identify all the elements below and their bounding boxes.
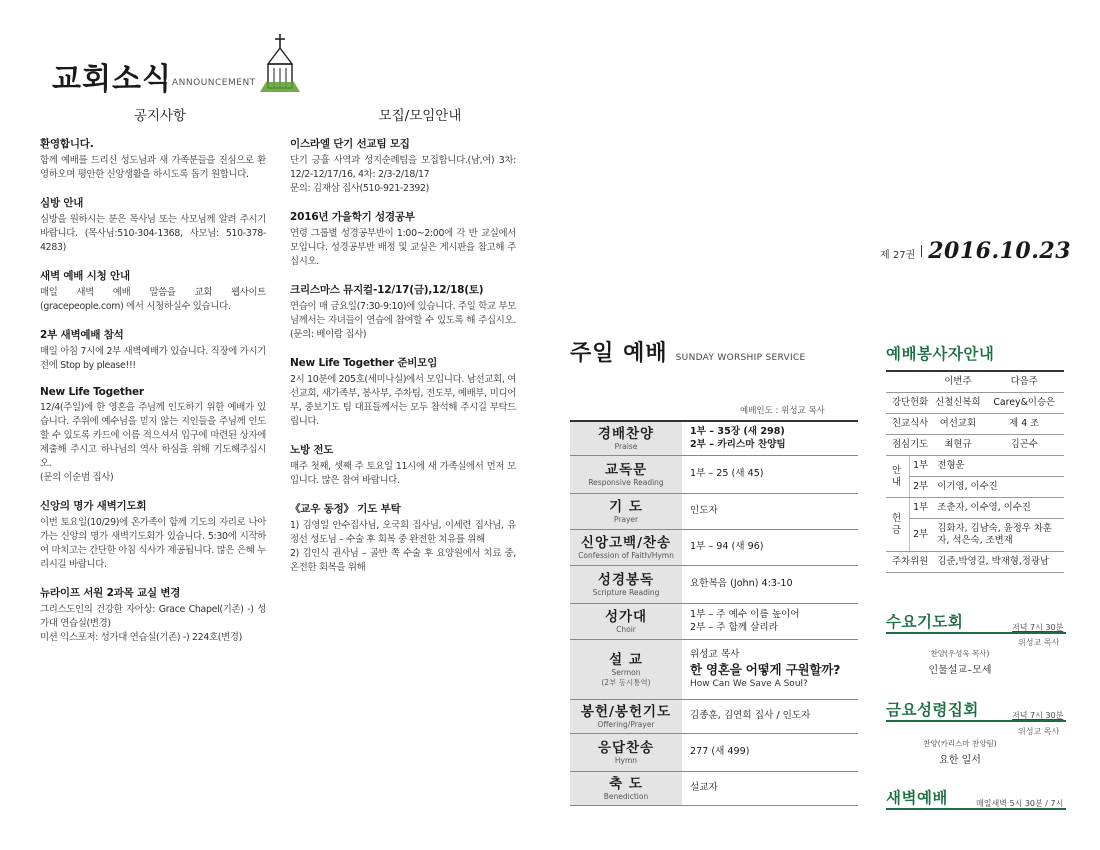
worship-detail-line: 김종훈, 김연희 집사 / 인도자 bbox=[690, 710, 811, 722]
worship-item-english: Confession of Faith/Hymn bbox=[578, 550, 674, 560]
recruitment-title: 2016년 가을학기 성경공부 bbox=[290, 211, 415, 223]
worship-item-english: Prayer bbox=[613, 514, 639, 524]
recruitment-item bbox=[290, 282, 516, 342]
worship-item-english: Praise bbox=[614, 441, 638, 451]
worship-item-english: Sermon bbox=[611, 667, 641, 677]
worship-item-detail bbox=[682, 530, 858, 565]
recruitment-column bbox=[290, 136, 516, 588]
worship-row bbox=[570, 494, 858, 530]
table-cell: 여선교회 bbox=[931, 414, 984, 435]
service-label: 2부 bbox=[909, 477, 931, 498]
friday-leader: 위성교 목사 bbox=[1018, 727, 1060, 736]
table-row bbox=[886, 393, 1064, 414]
recruitment-title: 이스라엘 단기 선교팀 모집 bbox=[290, 138, 410, 150]
friday-time: 저녁 7시 30분 bbox=[1012, 711, 1064, 720]
worship-detail-line: 1부 – 주 예수 이름 높이어 bbox=[690, 609, 800, 620]
notice-item bbox=[40, 498, 266, 572]
worship-item-detail bbox=[682, 772, 858, 805]
worship-detail-line: 2부 – 주 함께 살리라 bbox=[690, 621, 778, 633]
worship-detail-line: 277 (새 499) bbox=[690, 746, 750, 758]
table-cell: 제 4 조 bbox=[984, 414, 1064, 435]
worship-item-name bbox=[570, 566, 682, 603]
notice-title: 새벽 예배 시청 안내 bbox=[40, 270, 130, 282]
table-row bbox=[886, 519, 1064, 552]
wednesday-time: 저녁 7시 30분 bbox=[1012, 623, 1064, 632]
issue-volume: 제 27권 bbox=[880, 250, 916, 261]
dawn-time: 매일새벽 5시 30분 / 7시 bbox=[976, 799, 1064, 808]
worship-detail-line: 2부 – 카리스마 찬양팀 bbox=[690, 438, 786, 450]
worship-row bbox=[570, 604, 858, 640]
notice-body: 12/4(주일)에 한 영혼을 주님께 인도하기 위한 예배가 있습니다. 주위에 예수님을 믿지 않는 지인들을 주님께 인도할 수 있도록 카드에 이름 적으셔서 입구에 마련된 상자에 제출해 주시고 하나님의 역사 하심을 위해 기도해주십시오. (문의 이순범 집사) bbox=[40, 402, 266, 483]
role-label: 친교식사 bbox=[886, 414, 931, 435]
column-header: 다음주 bbox=[984, 371, 1064, 393]
worship-title-korean: 주일 예배 bbox=[570, 341, 668, 366]
table-cell: 최현규 bbox=[931, 435, 984, 456]
notice-title: 뉴라이프 서원 2과목 교실 변경 bbox=[40, 587, 181, 599]
recruitment-item bbox=[290, 355, 516, 429]
volunteers-table bbox=[886, 370, 1064, 573]
worship-item-detail bbox=[682, 422, 858, 455]
worship-item-korean: 성경봉독 bbox=[597, 571, 655, 588]
worship-item-korean: 교독문 bbox=[604, 461, 648, 478]
friday-line bbox=[885, 738, 1035, 749]
role-label: 주차위원 bbox=[886, 552, 931, 573]
notices-heading: 공지사항 bbox=[133, 108, 187, 124]
volunteers-header-row bbox=[886, 371, 1064, 393]
church-icon bbox=[260, 34, 300, 94]
worship-item-note: (2부 동시통역) bbox=[601, 677, 651, 687]
recruitment-heading: 모집/모임안내 bbox=[378, 108, 462, 124]
recruitment-item bbox=[290, 209, 516, 269]
service-label: 1부 bbox=[909, 498, 931, 519]
table-row bbox=[886, 552, 1064, 573]
column-header: 이번주 bbox=[931, 371, 984, 393]
wednesday-praise: 찬양(우성욱 목사) bbox=[930, 649, 990, 658]
masthead-subtitle: ANNOUNCEMENT bbox=[172, 78, 256, 88]
notice-item bbox=[40, 585, 266, 645]
notice-body: 그리스도인의 건강한 자아상: Grace Chapel(기존) -) 성가대 연습실(변경) 미션 익스포저: 성가대 연습실(기존) -) 224호(변경) bbox=[40, 604, 266, 643]
notice-item bbox=[40, 386, 266, 485]
worship-row bbox=[570, 772, 858, 806]
table-row bbox=[886, 477, 1064, 498]
worship-item-detail bbox=[682, 640, 858, 699]
notice-item bbox=[40, 136, 266, 182]
worship-item-name bbox=[570, 494, 682, 529]
recruitment-title: 노방 전도 bbox=[290, 444, 334, 456]
sermon-title-english: How Can We Save A Soul? bbox=[690, 678, 808, 689]
dawn-title: 새벽예배 bbox=[886, 789, 948, 807]
recruitment-item bbox=[290, 501, 516, 575]
recruitment-item bbox=[290, 136, 516, 196]
masthead-title: 교회소식 bbox=[52, 62, 172, 97]
table-cell: 김화자, 김남숙, 윤정우 차훈자, 석은숙, 조변재 bbox=[931, 519, 1064, 552]
notices-column bbox=[40, 136, 266, 658]
wednesday-line bbox=[885, 648, 1035, 659]
recruitment-body: 연령 그룹별 성경공부반이 1:00~2:00에 각 반 교실에서 모입니다. 성경공부반 배정 및 교실은 게시판을 참고해 주십시오. bbox=[290, 228, 516, 267]
notice-body: 이번 토요일(10/29)에 온가족이 함께 기도의 자리로 나아가는 신앙의 명가 새벽기도회가 있습니다. 5:30에 시작하여 마치고는 간단한 아침 식사가 제공됩니다. 많은 은혜 누리시길 바랍니다. bbox=[40, 517, 266, 570]
worship-row bbox=[570, 420, 858, 456]
worship-item-detail bbox=[682, 734, 858, 771]
worship-detail-line: 1부 – 25 (새 45) bbox=[690, 468, 764, 480]
worship-item-korean: 봉헌/봉헌기도 bbox=[580, 703, 672, 720]
notice-item bbox=[40, 327, 266, 373]
worship-row bbox=[570, 456, 858, 494]
notice-item bbox=[40, 195, 266, 255]
masthead bbox=[52, 34, 312, 97]
notice-title: 환영합니다. bbox=[40, 138, 94, 150]
worship-row bbox=[570, 700, 858, 734]
volunteers-title: 예배봉사자안내 bbox=[886, 345, 995, 363]
worship-detail-line: 인도자 bbox=[690, 505, 718, 517]
table-cell: 이기영, 이수진 bbox=[931, 477, 1064, 498]
table-cell: Carey&이승은 bbox=[984, 393, 1064, 414]
worship-item-detail bbox=[682, 494, 858, 529]
worship-item-english: Scripture Reading bbox=[592, 587, 660, 597]
recruitment-body: 1) 김영일 안수집사님, 오국희 집사님, 이세련 집사님, 유정선 성도님 – 수술 후 회복 중 완전한 치유를 위해 2) 김인식 권사님 – 골반 쪽 수술 후 요양원에서 치료 중, 온전한 회복을 위해 bbox=[290, 520, 516, 573]
recruitment-title: 크리스마스 뮤지컬-12/17(금),12/18(토) bbox=[290, 284, 484, 296]
wednesday-title: 수요기도회 bbox=[886, 613, 964, 631]
notice-body: 매일 아침 7시에 2부 새벽예배가 있습니다. 직장에 가시기 전에 Stop by please!!! bbox=[40, 346, 266, 371]
worship-item-korean: 설 교 bbox=[609, 651, 643, 668]
recruitment-body: 매주 첫째, 셋째 주 토요일 11시에 새 가족실에서 먼저 모입니다. 많은 참여 바랍니다. bbox=[290, 461, 516, 486]
worship-row bbox=[570, 734, 858, 772]
sermon-preacher: 위성교 목사 bbox=[690, 649, 740, 660]
divider bbox=[921, 245, 922, 257]
worship-item-korean: 응답찬송 bbox=[597, 739, 655, 756]
worship-item-detail bbox=[682, 700, 858, 733]
worship-item-detail bbox=[682, 604, 858, 639]
worship-item-korean: 신앙고백/찬송 bbox=[580, 534, 672, 551]
worship-item-english: Responsive Reading bbox=[588, 477, 664, 487]
table-row bbox=[886, 456, 1064, 477]
role-label: 안내 bbox=[886, 456, 909, 498]
table-cell bbox=[886, 371, 931, 393]
table-cell: 전형운 bbox=[931, 456, 1064, 477]
service-label: 1부 bbox=[909, 456, 931, 477]
worship-item-english: Benediction bbox=[603, 791, 649, 801]
worship-item-korean: 성가대 bbox=[604, 608, 648, 625]
worship-detail-line: 1부 – 35장 (새 298) bbox=[690, 426, 785, 437]
recruitment-title: New Life Together 준비모임 bbox=[290, 357, 438, 369]
table-cell: 조춘자, 이수영, 이수진 bbox=[931, 498, 1064, 519]
table-row bbox=[886, 414, 1064, 435]
table-row bbox=[886, 435, 1064, 456]
worship-item-name bbox=[570, 700, 682, 733]
notice-body: 매일 새벽 예배 말씀을 교회 웹사이트 (gracepeople.com) 에서 시청하실수 있습니다. bbox=[40, 287, 266, 312]
service-label: 2부 bbox=[909, 519, 931, 552]
worship-item-detail bbox=[682, 456, 858, 493]
worship-item-english: Hymn bbox=[614, 755, 638, 765]
worship-item-name bbox=[570, 640, 682, 699]
notice-body: 심방을 원하시는 분은 목사님 또는 사모님께 알려 주시기 바랍니다. (목사님:510-304-1368, 사모님: 510-378-4283) bbox=[40, 214, 266, 253]
notice-item bbox=[40, 268, 266, 314]
recruitment-body: 연습이 매 금요일(7:30-9:10)에 있습니다. 주일 학교 부모님께서는 자녀들이 연습에 참여할 수 있도록 해 주십시오. (문의: 배이람 집사) bbox=[290, 301, 516, 340]
worship-item-name bbox=[570, 772, 682, 805]
friday-sermon: 요한 일서 bbox=[939, 755, 981, 766]
worship-item-name bbox=[570, 530, 682, 565]
worship-detail-line: 1부 – 94 (새 96) bbox=[690, 541, 764, 553]
wednesday-leader: 위성교 목사 bbox=[1018, 638, 1060, 647]
worship-title bbox=[570, 336, 806, 367]
table-cell: 김곤수 bbox=[984, 435, 1064, 456]
notice-title: New Life Together bbox=[40, 386, 144, 398]
recruitment-body: 단기 긍휼 사역과 성지순례팀을 모집합니다.(남,여) 3차: 12/2-12/17/16, 4차: 2/3-2/18/17 문의: 김재삼 집사(510-921-2392) bbox=[290, 155, 516, 194]
role-label: 점심기도 bbox=[886, 435, 931, 456]
worship-order-table bbox=[570, 420, 858, 806]
table-cell: 김준,박영길, 박재형,정광남 bbox=[931, 552, 1064, 573]
recruitment-title: 《교우 동정》 기도 부탁 bbox=[290, 503, 401, 515]
worship-item-english: Choir bbox=[616, 624, 636, 634]
sermon-title: 한 영혼을 어떻게 구원할까? bbox=[690, 661, 841, 677]
role-label: 헌금 bbox=[886, 498, 909, 552]
worship-item-english: Offering/Prayer bbox=[597, 719, 655, 729]
recruitment-item bbox=[290, 442, 516, 488]
recruitment-body: 2시 10분에 205호(세미나실)에서 모입니다. 남선교회, 여선교회, 새가족부, 봉사부, 주차팀, 전도부, 예배부, 미디어부, 중보기도 팀 대표들께서는 모두 참석해 주시길 부탁드립니다. bbox=[290, 374, 516, 427]
issue-dateline bbox=[880, 238, 1071, 264]
worship-item-name bbox=[570, 604, 682, 639]
wednesday-sermon: 인물설교–모세 bbox=[928, 665, 992, 676]
friday-praise: 찬양(카리스마 찬양팀) bbox=[923, 739, 997, 748]
worship-item-korean: 기 도 bbox=[609, 498, 643, 515]
worship-leader: 예배인도 : 위성교 목사 bbox=[740, 406, 825, 416]
worship-detail-line: 요한복음 (John) 4:3-10 bbox=[690, 578, 793, 590]
worship-item-name bbox=[570, 456, 682, 493]
worship-item-korean: 축 도 bbox=[609, 775, 643, 792]
notice-title: 심방 안내 bbox=[40, 197, 84, 209]
table-row bbox=[886, 498, 1064, 519]
friday-title: 금요성령집회 bbox=[886, 701, 979, 719]
worship-item-name bbox=[570, 422, 682, 455]
notice-title: 신앙의 명가 새벽기도회 bbox=[40, 500, 147, 512]
worship-title-english: SUNDAY WORSHIP SERVICE bbox=[675, 353, 806, 363]
issue-date: 2016.10.23 bbox=[928, 238, 1072, 264]
worship-row bbox=[570, 566, 858, 604]
table-cell: 신철신복희 bbox=[931, 393, 984, 414]
worship-row bbox=[570, 530, 858, 566]
notice-title: 2부 새벽예배 참석 bbox=[40, 329, 124, 341]
worship-detail-line: 설교자 bbox=[690, 782, 718, 794]
worship-item-korean: 경배찬양 bbox=[597, 425, 655, 442]
worship-item-name bbox=[570, 734, 682, 771]
role-label: 강단헌화 bbox=[886, 393, 931, 414]
notice-body: 함께 예배를 드리신 성도님과 새 가족분들을 진심으로 환영하오며 평안한 신앙생활을 하시도록 돕기 원합니다. bbox=[40, 155, 266, 180]
worship-row bbox=[570, 640, 858, 700]
worship-item-detail bbox=[682, 566, 858, 603]
